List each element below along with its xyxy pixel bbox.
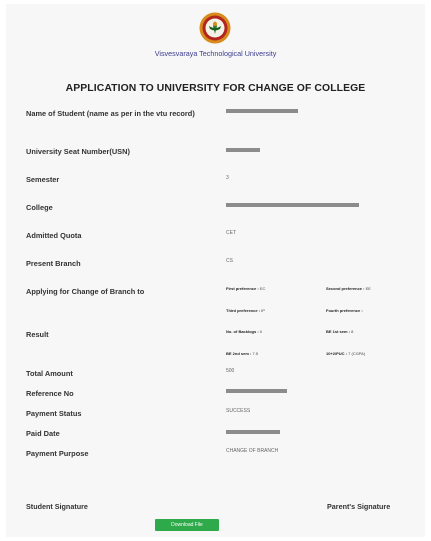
page-title: APPLICATION TO UNIVERSITY FOR CHANGE OF COLLEGE: [65, 83, 366, 94]
paid-date-redacted: [226, 430, 280, 434]
be-2nd-sem: BE 2nd sem : 7.5: [226, 351, 259, 356]
reference-no-label: Reference No: [26, 389, 74, 398]
university-name: Visvesvaraya Technological University: [154, 49, 277, 58]
present-branch-label: Present Branch: [26, 259, 81, 268]
second-preference: Second preference : EE: [326, 286, 371, 291]
payment-purpose-label: Payment Purpose: [26, 449, 89, 458]
fourth-preference: Fourth preference :: [326, 308, 363, 313]
student-name-label: Name of Student (name as per in the vtu record): [26, 109, 195, 118]
usn-redacted: [226, 148, 260, 152]
puc-result: 10+2/PUC : 7 (CGPA): [326, 351, 366, 356]
payment-status-value: SUCCESS: [226, 408, 251, 414]
semester-label: Semester: [26, 175, 60, 184]
college-label: College: [26, 203, 53, 212]
change-branch-label: Applying for Change of Branch to: [26, 287, 145, 296]
total-amount-value: 500: [226, 368, 235, 374]
student-name-redacted: [226, 109, 298, 113]
backlogs-count: No. of Backlogs : 0: [226, 329, 263, 334]
admitted-quota-label: Admitted Quota: [26, 231, 82, 240]
usn-label: University Seat Number(USN): [26, 147, 130, 156]
parent-signature-label: Parent's Signature: [327, 502, 391, 511]
student-signature-label: Student Signature: [26, 502, 88, 511]
first-preference: First preference : EC: [226, 286, 266, 291]
reference-no-redacted: [226, 389, 287, 393]
admitted-quota-value: CET: [226, 230, 236, 236]
payment-purpose-value: CHANGE OF BRANCH: [226, 448, 279, 454]
college-redacted: [226, 203, 359, 207]
total-amount-label: Total Amount: [26, 369, 73, 378]
be-1st-sem: BE 1st sem : 8: [326, 329, 354, 334]
university-emblem-icon: [199, 12, 231, 44]
present-branch-value: CS: [226, 258, 233, 264]
result-label: Result: [26, 330, 49, 339]
semester-value: 3: [226, 175, 229, 181]
paid-date-label: Paid Date: [26, 429, 60, 438]
third-preference: Third preference : IP: [226, 308, 265, 313]
payment-status-label: Payment Status: [26, 409, 82, 418]
download-file-button[interactable]: Download File: [155, 519, 219, 531]
